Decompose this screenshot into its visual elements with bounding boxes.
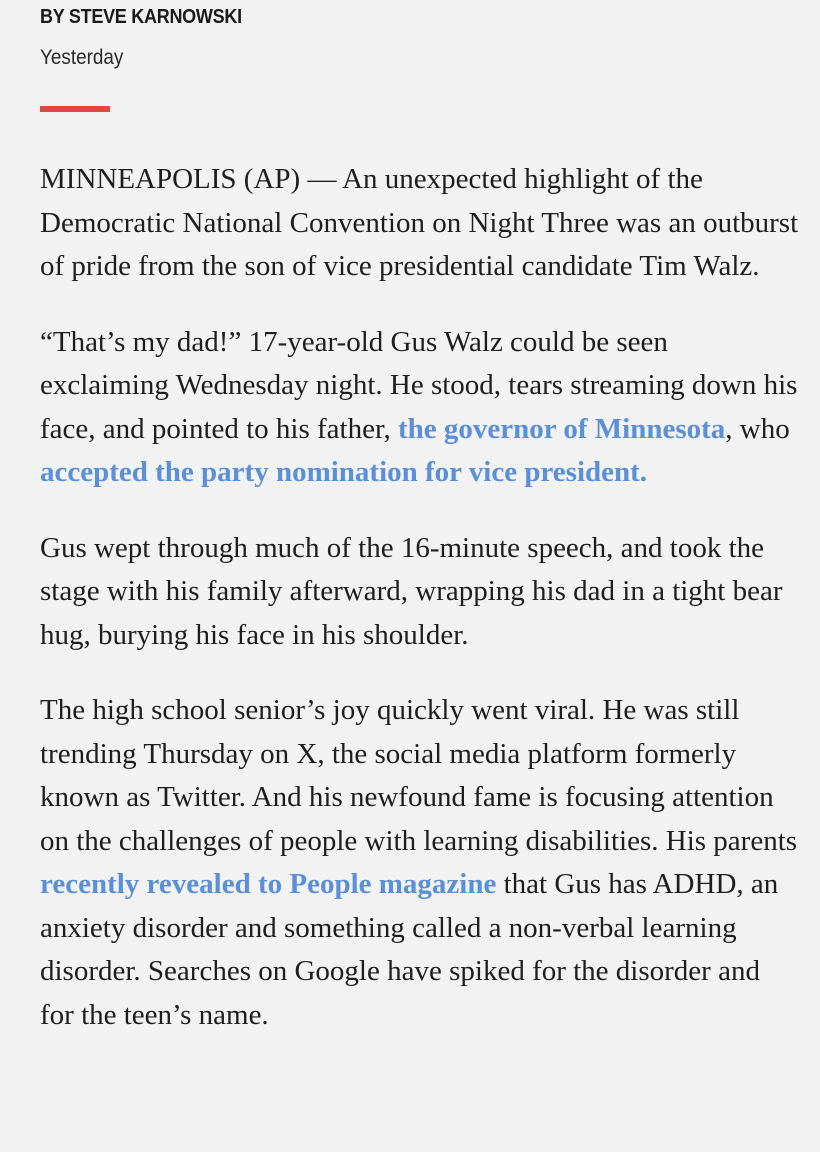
article-body bbox=[40, 158, 800, 1069]
link-governor-of-minnesota[interactable]: the governor of Minnesota bbox=[397, 412, 726, 445]
link-people-magazine[interactable]: recently revealed to People magazine bbox=[40, 868, 497, 900]
paragraph-2 bbox=[40, 321, 800, 495]
publish-date: Yesterday bbox=[40, 46, 124, 69]
paragraph-4-text-end: that Gus has ADHD, an anxiety disorder and something called a non-verbal learning disorder. Searches on Google have spiked for the disorder and for the teen’s name. bbox=[40, 868, 779, 1031]
paragraph-1 bbox=[40, 158, 800, 289]
byline: BY STEVE KARNOWSKI bbox=[40, 6, 242, 28]
link-accepted-nomination[interactable]: accepted the party nomination for vice president. bbox=[40, 456, 648, 488]
paragraph-1-text: MINNEAPOLIS (AP) — An unexpected highlight of the Democratic National Convention on Night Three was an outburst of pride from the son of vice presidential candidate Tim Walz. bbox=[40, 163, 799, 282]
accent-divider bbox=[40, 106, 110, 112]
paragraph-3 bbox=[40, 527, 800, 658]
paragraph-2-text-middle: , who bbox=[725, 412, 790, 445]
paragraph-4 bbox=[40, 689, 800, 1037]
paragraph-4-text-start: The high school senior’s joy quickly went viral. He was still trending Thursday on X, the social media platform formerly known as Twitter. And his newfound fame is focusing attention on the challenges of people with learning disabilities. His parents bbox=[40, 694, 798, 857]
paragraph-3-text: Gus wept through much of the 16-minute speech, and took the stage with his family afterward, wrapping his dad in a tight bear hug, burying his face in his shoulder. bbox=[40, 531, 783, 651]
paragraph-2-text-start: “That’s my dad!” 17-year-old Gus Walz could be seen exclaiming Wednesday night. He stood, tears streaming down his face, and pointed to his father, bbox=[40, 325, 798, 445]
